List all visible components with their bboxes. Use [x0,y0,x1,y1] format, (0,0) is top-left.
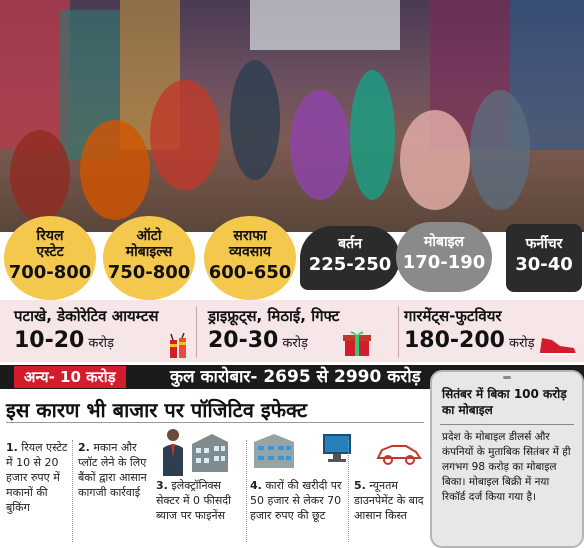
mobile-box-title: सितंबर में बिका 100 करोड़ का मोबाइल [442,387,567,417]
reason-text: रियल एस्टेट में 10 से 20 हजार रुपए में मकानों की बुकिंग [6,441,68,514]
category-value: 20-30 [208,328,279,353]
other-amount: अन्य- 10 करोड़ [14,366,126,388]
reason-text: न्यूनतम डाउनपेमेंट के बाद आसान किस्त [354,479,424,522]
reason-text: इलेक्ट्रॉनिक्स सेक्टर में 0 फीसदी ब्याज पर फाइनेंस [156,479,231,522]
businessman-icon [160,428,186,478]
category-dryfruits [208,306,339,353]
mobile-box-body: प्रदेश के मोबाइल डीलर्स और कंपनियों के मुताबिक सितंबर में ही लगभग 98 करोड़ का मोबाइल बिका। मोबाइल बिक्री में नया रिकॉर्ड दर्ज किया गया है। [442,431,571,503]
building-icon [188,430,232,474]
car-icon [376,440,422,466]
reason-number: 5. [354,479,366,492]
category-value: 180-200 [404,328,505,353]
reason-text: कारों की खरीदी पर 50 हजार से लेकर 70 हजार रुपए की छूट [250,479,342,522]
category-title: पटाखे, डेकोरेटिव आयम्टस [14,307,159,325]
category-unit: करोड़ [508,336,535,351]
price-furniture: फर्नीचर 30-40 [506,224,582,292]
price-auto-mobiles: ऑटो मोबाइल्स 750-800 [103,216,195,300]
phone-speaker-icon [503,376,511,379]
category-unit: करोड़ [88,336,114,351]
reason-text: मकान और प्लॉट लेने के लिए बैंकों द्वारा आसान कागजी कार्रवाई [78,441,147,499]
reason-number: 3. [156,479,168,492]
market-crowd-photo [0,0,584,232]
mobile-sales-box [430,370,584,548]
mobile-box-rule [440,424,574,425]
reason-4 [250,478,344,523]
gift-icon [342,328,372,358]
total-business: कुल कारोबार- 2695 से 2990 करोड़ [170,367,421,387]
reason-3 [156,478,242,523]
firecracker-icon [164,332,192,360]
computer-icon [322,432,356,466]
section-headline: इस कारण भी बाजार पर पॉजिटिव इफेक्ट [6,398,308,422]
reason-divider [246,440,248,542]
category-value: 10-20 [14,328,85,353]
reason-divider [72,440,74,542]
category-unit: करोड़ [282,336,308,351]
shoe-icon [538,330,578,358]
reason-number: 1. [6,441,18,454]
reason-number: 2. [78,441,90,454]
price-bullion: सराफा व्यवसाय 600-650 [204,216,296,300]
category-firecrackers [14,306,159,353]
headline-rule [6,422,424,423]
reason-divider [348,440,350,542]
reason-1 [6,440,68,515]
price-mobile: मोबाइल 170-190 [396,222,492,292]
segment-prices [0,210,584,300]
price-real-estate: रियल एस्टेट 700-800 [4,216,96,300]
reason-2 [78,440,150,500]
price-utensils: बर्तन 225-250 [300,226,400,290]
reason-5 [354,478,426,523]
category-divider [196,306,197,358]
category-title: गारमेंट्स-फुटवियर [404,307,502,325]
category-title: ड्राइफ्रूट्स, मिठाई, गिफ्ट [208,307,340,325]
category-garments [404,306,535,353]
category-divider [398,306,399,358]
reason-number: 4. [250,479,262,492]
apartment-icon [252,430,296,470]
